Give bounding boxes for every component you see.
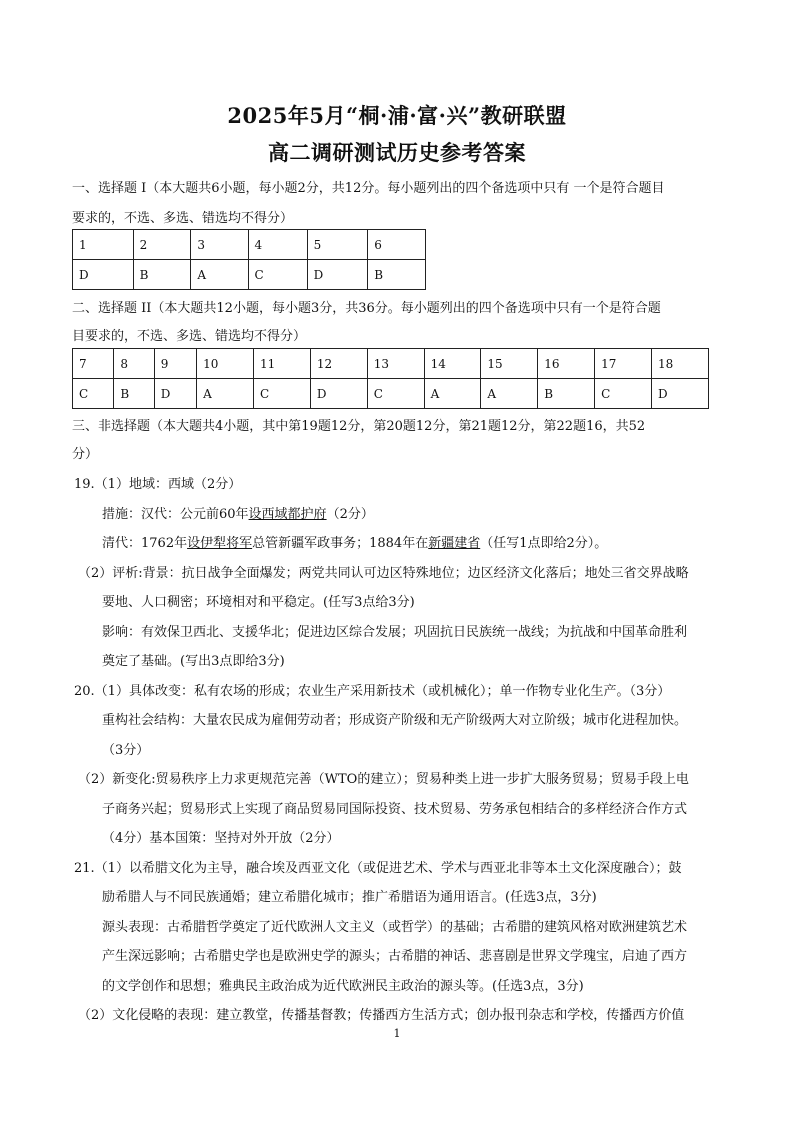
answer-cell: B xyxy=(133,260,191,290)
q20-line-2: 重构社会结构：大量农民成为雇佣劳动者；形成资产阶级和无产阶级两大对立阶级；城市化进程加快。 xyxy=(102,713,688,728)
answer-cell: C xyxy=(367,379,424,409)
question-number-cell: 8 xyxy=(114,349,154,379)
answer-cell: A xyxy=(481,379,538,409)
question-number-cell: 7 xyxy=(73,349,114,379)
section2-heading-line1: 二、选择题 II（本大题共12小题，每小题3分，共36分。每小题列出的四个备选项中只有一个是符合题 xyxy=(72,301,661,316)
answer-table-1-number-row xyxy=(73,230,426,260)
section3-heading-line1: 三、非选择题（本大题共4小题，其中第19题12分，第20题12分，第21题12分，第22题16，共52 xyxy=(72,419,646,434)
q21-line-4: 产生深远影响；古希腊史学也是欧洲史学的源头；古希腊的神话、悲喜剧是世界文学瑰宝，启迪了西方 xyxy=(102,949,688,964)
page-number: 1 xyxy=(393,1027,401,1040)
question-number-cell: 1 xyxy=(73,230,134,260)
question-number-cell: 4 xyxy=(248,230,307,260)
question-number-cell: 16 xyxy=(538,349,595,379)
question-number-cell: 12 xyxy=(310,349,367,379)
question-number-cell: 15 xyxy=(481,349,538,379)
section2-heading-line2: 目要求的，不选、多选、错选均不得分） xyxy=(72,329,307,344)
answer-cell: D xyxy=(154,379,196,409)
answer-cell: A xyxy=(197,379,254,409)
question-number-cell: 9 xyxy=(154,349,196,379)
answer-cell: D xyxy=(307,260,368,290)
underlined-answer-text: 设西域都护府 xyxy=(248,507,327,522)
section1-heading-line2: 要求的，不选、多选、错选均不得分） xyxy=(72,211,294,226)
q19-line-4: （2）评析:背景：抗日战争全面爆发；两党共同认可边区特殊地位；边区经济文化落后；地处三省交界战略 xyxy=(78,566,689,581)
answer-cell: D xyxy=(652,379,709,409)
answer-table-1-answer-row xyxy=(73,260,426,290)
page-title-line1: 2025年5月“桐·浦·富·兴”教研联盟 xyxy=(227,103,567,128)
q21-line-5: 的文学创作和思想；雅典民主政治成为近代欧洲民主政治的源头等。(任选3点，3分) xyxy=(102,979,584,994)
answer-cell: B xyxy=(368,260,426,290)
question-number-cell: 3 xyxy=(191,230,248,260)
q19-line-2 xyxy=(102,500,374,530)
answer-cell: C xyxy=(253,379,310,409)
question-number-cell: 2 xyxy=(133,230,191,260)
answer-text: 清代：1762年 xyxy=(102,536,188,551)
answer-table-2-number-row xyxy=(73,349,709,379)
q21-line-1: 21.（1）以希腊文化为主导，融合埃及西亚文化（或促进艺术、学术与西亚北非等本土文化深度融合）；鼓 xyxy=(74,861,682,876)
q19-line-6: 影响：有效保卫西北、支援华北；促进边区综合发展；巩固抗日民族统一战线；为抗战和中国革命胜利 xyxy=(102,625,688,640)
q21-line-3: 源头表现：古希腊哲学奠定了近代欧洲人文主义（或哲学）的基础；古希腊的建筑风格对欧洲建筑艺术 xyxy=(102,920,688,935)
answer-cell: A xyxy=(424,379,481,409)
answer-cell: C xyxy=(595,379,652,409)
answer-cell: C xyxy=(73,379,114,409)
question-number-cell: 6 xyxy=(368,230,426,260)
q21-line-2: 励希腊人与不同民族通婚；建立希腊化城市；推广希腊语为通用语言。(任选3点，3分) xyxy=(102,890,597,905)
underlined-answer-text: 设伊犁将军 xyxy=(187,536,253,551)
answer-cell: C xyxy=(248,260,307,290)
q19-line-3 xyxy=(102,529,607,559)
question-number-cell: 18 xyxy=(652,349,709,379)
answer-table-2 xyxy=(72,348,709,409)
answer-cell: B xyxy=(114,379,154,409)
q20-line-5: 子商务兴起；贸易形式上实现了商品贸易同国际投资、技术贸易、劳务承包相结合的多样经济合作方式 xyxy=(102,802,688,817)
question-number-cell: 11 xyxy=(253,349,310,379)
answer-cell: B xyxy=(538,379,595,409)
answer-table-1 xyxy=(72,229,426,290)
question-number-cell: 14 xyxy=(424,349,481,379)
answer-table-2-answer-row xyxy=(73,379,709,409)
answer-cell: D xyxy=(310,379,367,409)
question-number-cell: 5 xyxy=(307,230,368,260)
section1-heading-line1: 一、选择题 I（本大题共6小题，每小题2分，共12分。每小题列出的四个备选项中只有 一个是符合题目 xyxy=(72,181,665,196)
question-number-cell: 10 xyxy=(197,349,254,379)
answer-text: （2分） xyxy=(326,507,374,522)
page-title-line2: 高二调研测试历史参考答案 xyxy=(268,140,526,165)
q19-line-1: 19.（1）地域：西域（2分） xyxy=(74,477,242,492)
answer-cell: A xyxy=(191,260,248,290)
answer-text: （任写1点即给2分）。 xyxy=(480,536,608,551)
underlined-answer-text: 新疆建省 xyxy=(428,536,481,551)
q20-line-6: （4分）基本国策：坚持对外开放（2分） xyxy=(102,831,340,846)
q21-line-6: （2）文化侵略的表现：建立教堂，传播基督教；传播西方生活方式；创办报刊杂志和学校，传播西方价值 xyxy=(78,1008,685,1023)
q19-line-7: 奠定了基础。(写出3点即给3分) xyxy=(102,654,285,669)
q20-line-1: 20.（1）具体改变：私有农场的形成；农业生产采用新技术（或机械化）；单一作物专业化生产。（3分） xyxy=(74,684,671,699)
answer-text: 总管新疆军政事务；1884年在 xyxy=(252,536,429,551)
q19-line-5: 要地、人口稠密；环境相对和平稳定。(任写3点给3分) xyxy=(102,595,415,610)
section3-heading-line2: 分） xyxy=(72,447,99,462)
answer-cell: D xyxy=(73,260,134,290)
question-number-cell: 17 xyxy=(595,349,652,379)
answer-text: 措施：汉代：公元前60年 xyxy=(102,507,249,522)
question-number-cell: 13 xyxy=(367,349,424,379)
q20-line-3: （3分） xyxy=(102,743,150,758)
q20-line-4: （2）新变化:贸易秩序上力求更规范完善（WTO的建立）；贸易种类上进一步扩大服务贸易；贸易手段上电 xyxy=(78,772,689,787)
